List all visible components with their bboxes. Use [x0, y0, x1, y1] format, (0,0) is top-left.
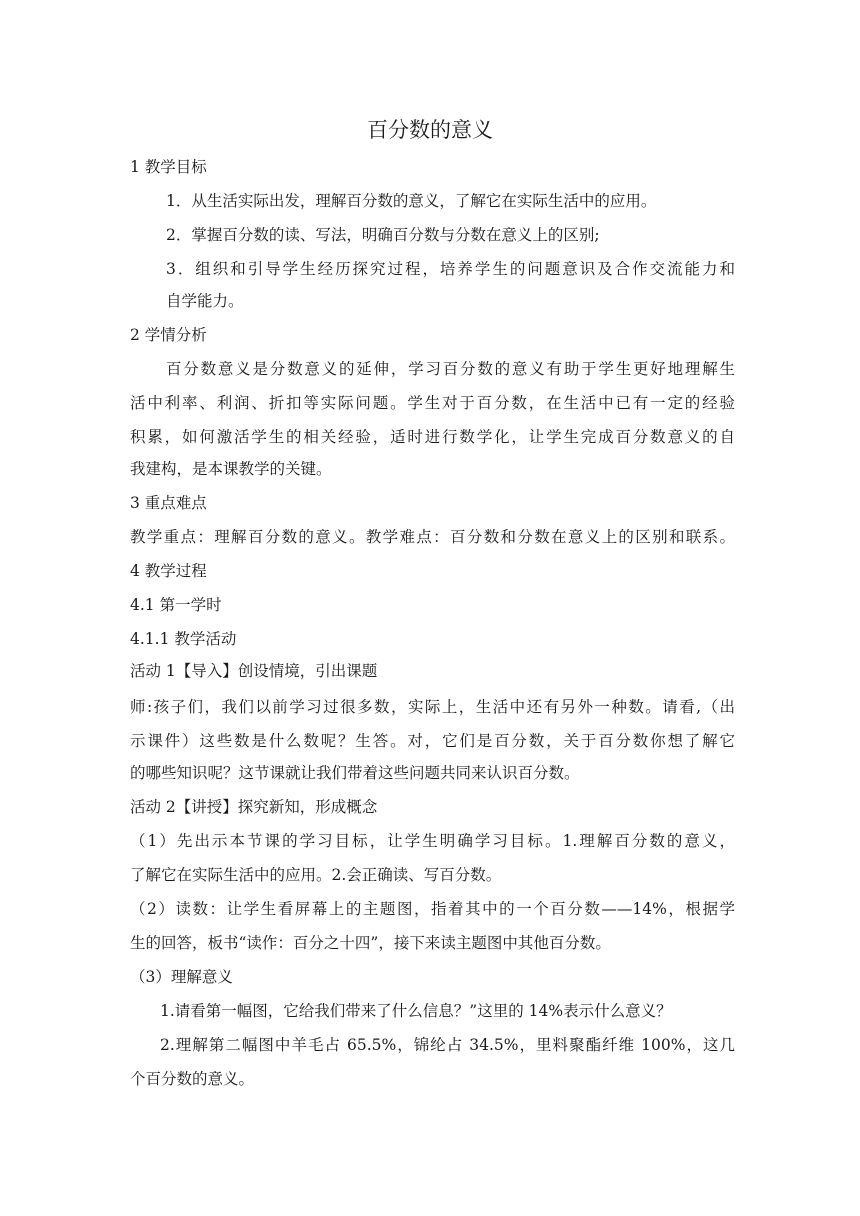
paragraph-line: 教学重点：理解百分数的意义。教学难点：百分数和分数在意义上的区别和联系。	[130, 528, 735, 546]
paragraph-line: 1.请看第一幅图，它给我们带来了什么信息？”这里的 14%表示什么意义？	[160, 1002, 672, 1020]
paragraph-line: 2.理解第二幅图中羊毛占 65.5%，锦纶占 34.5%，里料聚酯纤维 100%，这几	[160, 1036, 735, 1054]
activity-heading: 活动 2【讲授】探究新知，形成概念	[130, 798, 378, 816]
paragraph-line: 1．从生活实际出发，理解百分数的意义，了解它在实际生活中的应用。	[166, 192, 657, 210]
section-heading-key-points: 3 重点难点	[130, 494, 207, 512]
paragraph-line: 示课件）这些数是什么数呢？生答。对，它们是百分数，关于百分数你想了解它	[130, 732, 735, 750]
paragraph-line: 2．掌握百分数的读、写法，明确百分数与分数在意义上的区别;	[166, 226, 600, 244]
paragraph-line: 生的回答，板书“读作：百分之十四”，接下来读主题图中其他百分数。	[130, 934, 611, 952]
paragraph-line: 师:孩子们，我们以前学习过很多数，实际上，生活中还有另外一种数。请看,（出	[130, 698, 735, 716]
paragraph-line: 3．组织和引导学生经历探究过程，培养学生的问题意识及合作交流能力和	[166, 260, 735, 278]
paragraph-line: 百分数意义是分数意义的延伸，学习百分数的意义有助于学生更好地理解生	[166, 360, 735, 378]
subsection-heading: 4.1.1 教学活动	[130, 630, 237, 648]
paragraph-line: 活中利率、利润、折扣等实际问题。学生对于百分数，在生活中已有一定的经验	[130, 394, 735, 412]
activity-heading: 活动 1【导入】创设情境，引出课题	[130, 662, 378, 680]
paragraph-line: （1）先出示本节课的学习目标，让学生明确学习目标。1.理解百分数的意义，	[130, 832, 735, 850]
subsection-heading: 4.1 第一学时	[130, 596, 222, 614]
section-heading-process: 4 教学过程	[130, 562, 207, 580]
section-heading-analysis: 2 学情分析	[130, 326, 207, 344]
paragraph-line: 积累，如何激活学生的相关经验，适时进行数学化，让学生完成百分数意义的自	[130, 428, 735, 446]
section-heading-objectives: 1 教学目标	[130, 158, 207, 176]
paragraph-line: 的哪些知识呢？这节课就让我们带着这些问题共同来认识百分数。	[130, 764, 580, 782]
paragraph-line: 自学能力。	[166, 292, 244, 310]
page-title: 百分数的意义	[367, 118, 493, 142]
paragraph-line: 我建构，是本课教学的关键。	[130, 460, 332, 478]
paragraph-line: 了解它在实际生活中的应用。2.会正确读、写百分数。	[130, 866, 502, 884]
paragraph-line: 个百分数的意义。	[130, 1070, 255, 1088]
paragraph-line: （2）读数：让学生看屏幕上的主题图，指着其中的一个百分数——14%，根据学	[130, 900, 735, 918]
paragraph-line: （3）理解意义	[130, 968, 233, 986]
